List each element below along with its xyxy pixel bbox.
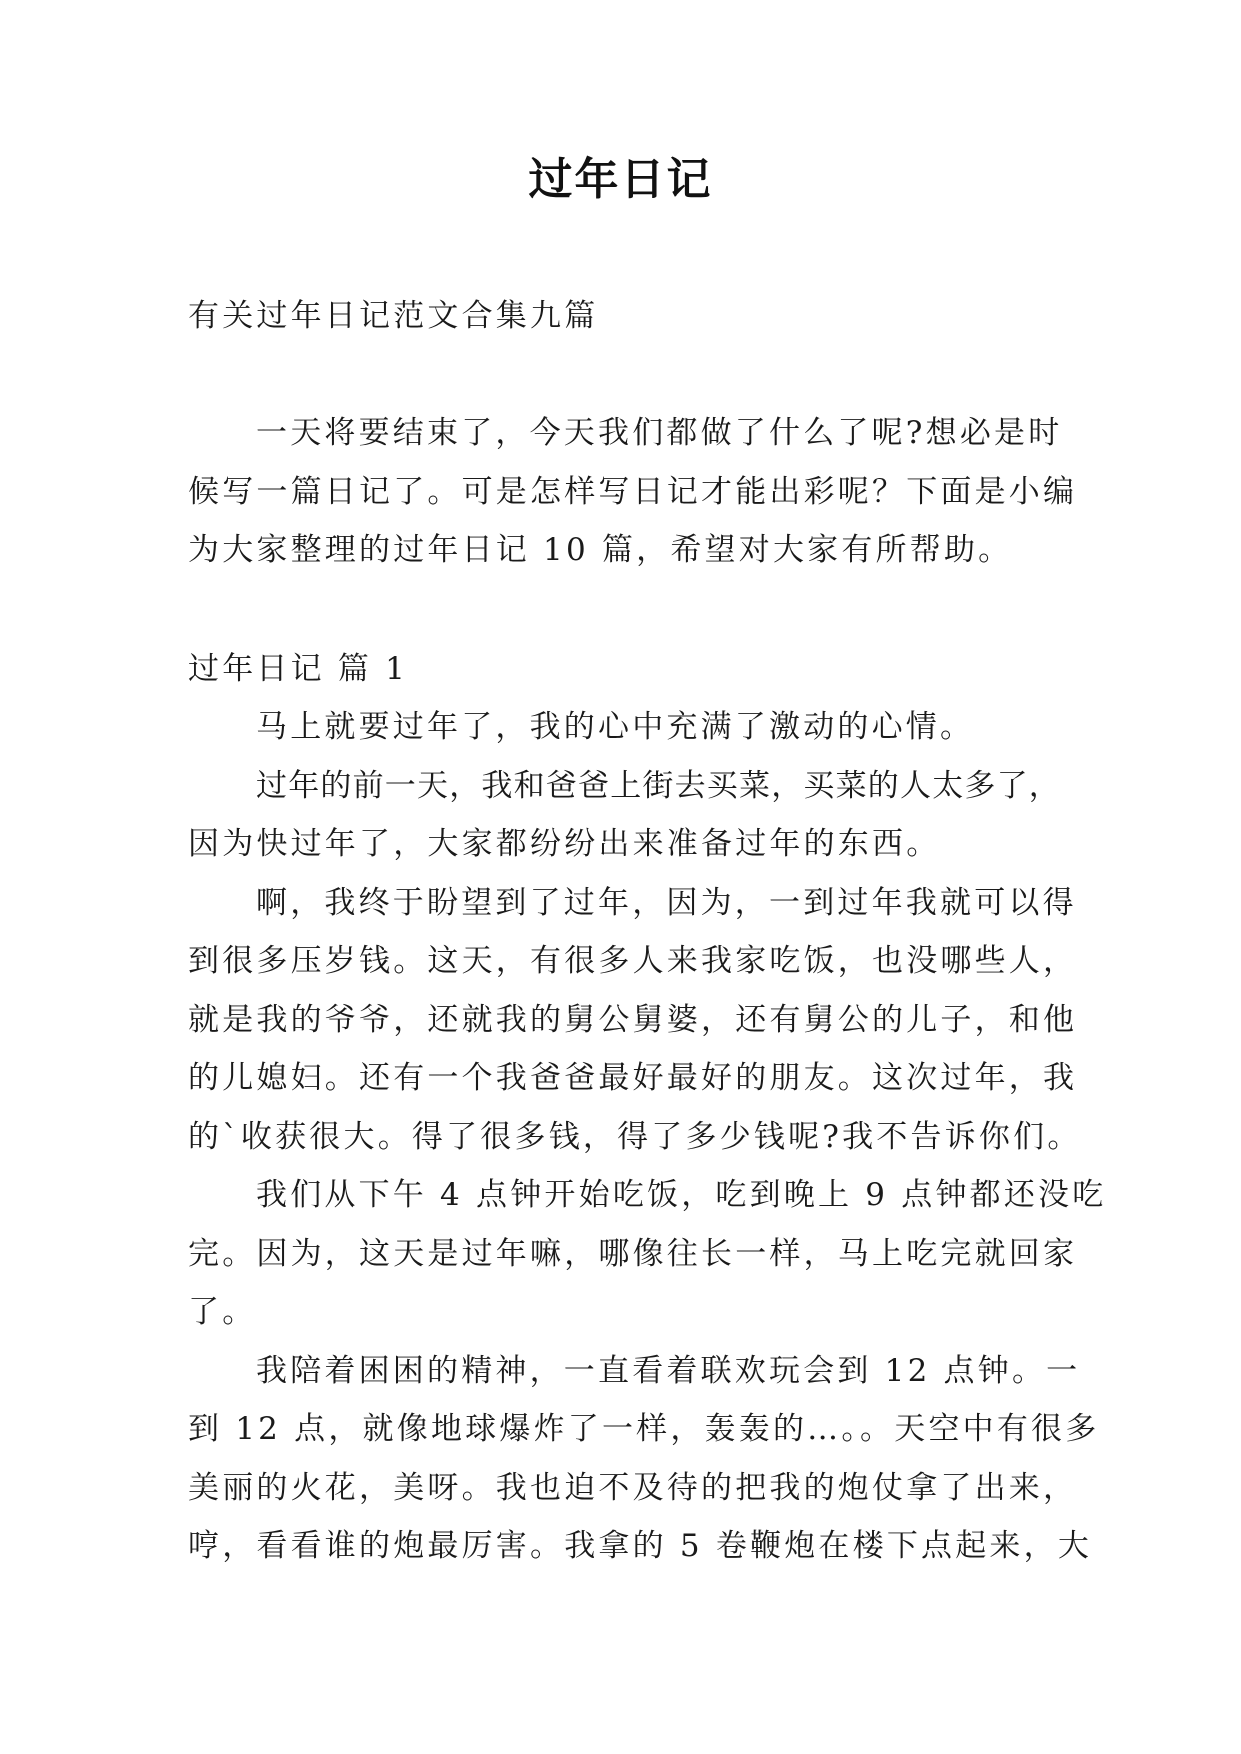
body-line: 的`收获很大。得了很多钱，得了多少钱呢?我不告诉你们。 <box>188 1118 1082 1155</box>
body-line: 因为快过年了，大家都纷纷出来准备过年的东西。 <box>188 826 941 862</box>
body-line: 我们从下午 4 点钟开始吃饭，吃到晚上 9 点钟都还没吃 <box>256 1177 1107 1213</box>
body-line: 的儿媳妇。还有一个我爸爸最好最好的朋友。这次过年，我 <box>188 1060 1078 1096</box>
body-line: 马上就要过年了，我的心中充满了激动的心情。 <box>256 709 975 745</box>
body-line: 完。因为，这天是过年嘛，哪像往长一样，马上吃完就回家 <box>188 1235 1078 1272</box>
document-title: 过年日记 <box>528 154 713 205</box>
body-line: 美丽的火花，美呀。我也迫不及待的把我的炮仗拿了出来， <box>188 1469 1078 1506</box>
section-heading: 过年日记 篇 1 <box>188 650 409 687</box>
body-line: 到 12 点，就像地球爆炸了一样，轰轰的…。。天空中有很多 <box>188 1411 1100 1447</box>
body-line: 就是我的爷爷，还就我的舅公舅婆，还有舅公的儿子，和他 <box>188 1001 1078 1038</box>
body-line: 到很多压岁钱。这天，有很多人来我家吃饭，也没哪些人， <box>188 943 1078 979</box>
document-subtitle: 有关过年日记范文合集九篇 <box>188 298 599 334</box>
intro-line: 一天将要结束了，今天我们都做了什么了呢?想必是时 <box>256 415 1063 451</box>
body-line: 啊，我终于盼望到了过年，因为，一到过年我就可以得 <box>256 884 1077 921</box>
intro-line: 候写一篇日记了。可是怎样写日记才能出彩呢？下面是小编 <box>188 473 1078 510</box>
spacer <box>188 580 1068 640</box>
intro-line: 为大家整理的过年日记 10 篇，希望对大家有所帮助。 <box>188 532 1013 568</box>
body-line: 了。 <box>188 1294 257 1330</box>
body-line: 过年的前一天，我和爸爸上街去买菜，买菜的人太多了， <box>256 767 1061 804</box>
body-line: 我陪着困困的精神，一直看着联欢玩会到 12 点钟。一 <box>256 1352 1081 1389</box>
document-body <box>188 287 1107 1576</box>
body-line: 哼，看看谁的炮最厉害。我拿的 5 卷鞭炮在楼下点起来，大 <box>188 1528 1093 1564</box>
spacer <box>188 346 1068 405</box>
